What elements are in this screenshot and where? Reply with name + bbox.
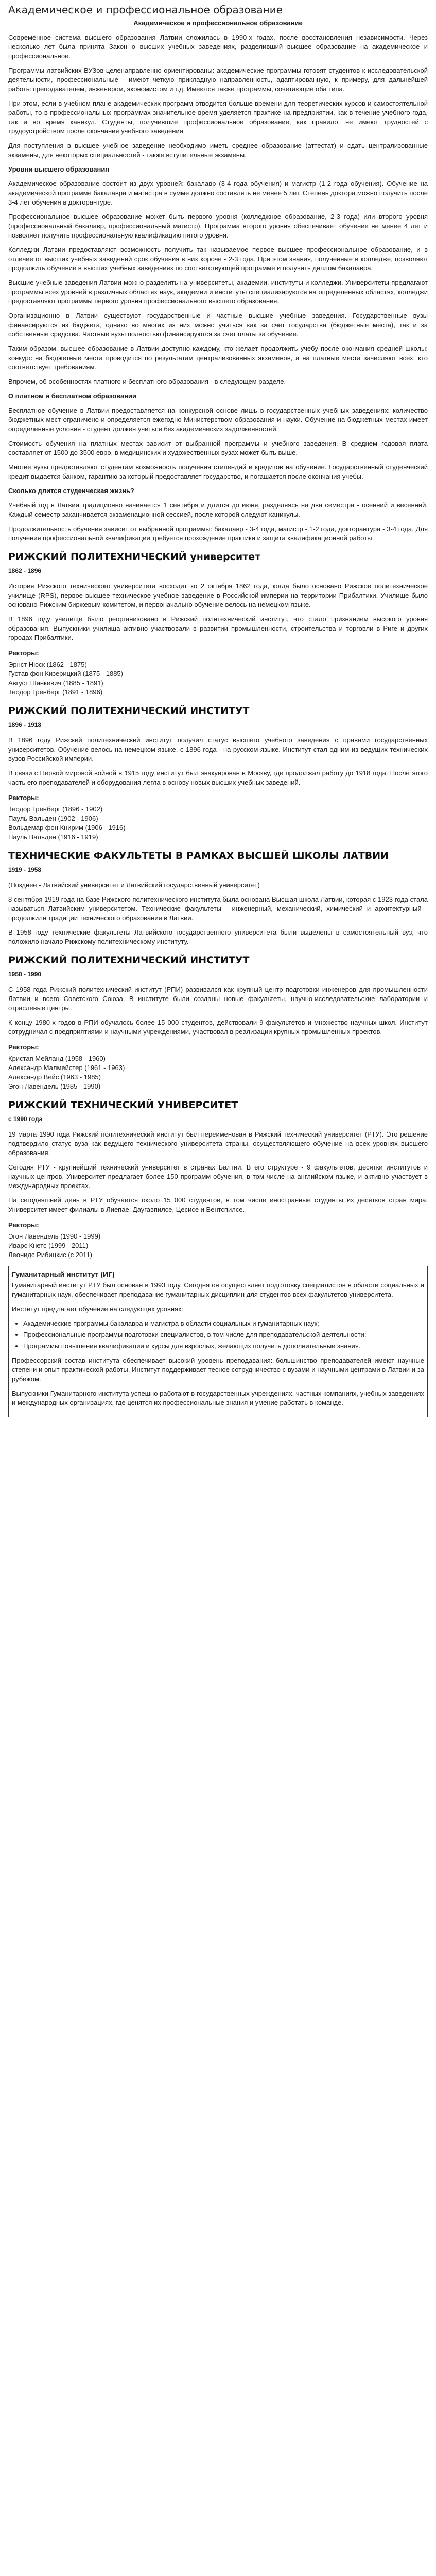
school-years: 1919 - 1958 [8, 866, 42, 873]
institute-list [23, 1319, 424, 1351]
school-heading: РИЖСКИЙ ПОЛИТЕХНИЧЕСКИЙ ИНСТИТУТ [8, 705, 250, 717]
school-paragraph: К концу 1980-х годов в РПИ обучалось более 15 000 студентов, действовали 9 факультетов и множество научных школ. Институт сотрудничал с предприятиями и научными учреждениями, участвовал в реализации крупных промышленных проектов. [8, 1019, 428, 1036]
rectors-list [8, 805, 428, 842]
institute-list-item: • Академические программы бакалавра и магистра в области социальных и гуманитарных наук; [23, 1319, 424, 1328]
page [8, 0, 428, 1417]
school-paragraph: С 1958 года Рижский политехнический институт (РПИ) развивался как крупный центр подготовки инженеров для промышленности Латвии и всего Советского Союза. В институте были созданы новые факультеты, научно-исследовательские лаборатории и отраслевые центры. [8, 986, 428, 1012]
rector-item: Пауль Вальден (1902 - 1906) [8, 815, 98, 822]
tuition-paragraph: Стоимость обучения на платных местах зависит от выбранной программы и учебного заведения. В среднем годовая плата составляет от 1500 до 3500 евро, в медицинских и художественных вузах может быть выше. [8, 439, 428, 456]
levels-heading: Уровни высшего образования [8, 165, 109, 173]
school-section [8, 955, 428, 1091]
rector-item: Август Шинкевич (1885 - 1891) [8, 679, 103, 687]
school-section [8, 1099, 428, 1260]
rector-item: Иварс Кнетс (1999 - 2011) [8, 1242, 89, 1249]
rector-item: Александр Вейс (1963 - 1985) [8, 1073, 101, 1081]
institute-paragraph: Институт предлагает обучение на следующих уровнях: [12, 1305, 184, 1313]
tuition-paragraph: Многие вузы предоставляют студентам возможность получения стипендий и кредитов на обучение. Государственный студенческий кредит выдается банком, гарантию за который предоставляет государство, и погашается после окончания учебы. [8, 463, 428, 480]
levels-section [8, 165, 428, 306]
levels-paragraph: Высшие учебные заведения Латвии можно разделить на университеты, академии, институты и колледжи. Университеты предлагают программы всех уровней в различных областях наук, академии и институты специализируются на определенных областях, колледжи предоставляют программы первого уровня профессионального высшего образования. [8, 279, 428, 305]
school-paragraph: 19 марта 1990 года Рижский политехнический институт был переименован в Рижский технический университет (РТУ). Это решение подтвердило статус вуза как ведущего технического университета страны, осуществляющего обучение на всех уровнях высшего образования. [8, 1130, 428, 1157]
rector-item: Кристап Мейланд (1958 - 1960) [8, 1055, 106, 1062]
rector-item: Эрнст Нюск (1862 - 1875) [8, 660, 87, 668]
tuition-paragraph: Бесплатное обучение в Латвии предоставляется на конкурсной основе лишь в государственных учебных заведениях: количество бюджетных мест ограничено и определяется ежегодно Министерством образования и науки. Обучение на бюджетных местах имеет определенные условия - студент должен учиться без академических задолженностей. [8, 406, 428, 433]
structure-paragraph: Организационно в Латвии существуют государственные и частные высшие учебные заведения. Государственные вузы финансируются из бюджета, однако во многих из них можно учиться как за счет государства (бюджетные места), так и за собственные средства. Частные вузы полностью финансируются за счет платы за обучение. [8, 312, 428, 338]
rector-item: Эгон Лавендель (1985 - 1990) [8, 1082, 101, 1090]
rectors-heading: Ректоры: [8, 649, 39, 657]
question-heading: Сколько длится студенческая жизнь? [8, 487, 134, 495]
page-title: Академическое и профессиональное образование [8, 4, 283, 16]
intro-paragraph: Программы латвийских ВУЗов целенаправленно ориентированы: академические программы готовят студентов к исследовательской деятельности, профессиональные - имеют четкую прикладную направленность, адаптированную, к примеру, для дальнейшей работы преподавателем, инженером, экономистом и т.д. Имеются также программы, сочетающие оба типа. [8, 66, 428, 93]
rector-item: Эгон Лавендель (1990 - 1999) [8, 1232, 101, 1240]
school-years: 1958 - 1990 [8, 971, 42, 978]
rector-item: Леонидс Рибицкис (с 2011) [8, 1251, 93, 1259]
rector-item: Теодор Грёнберг (1896 - 1902) [8, 805, 103, 813]
institute-paragraph: Профессорский состав института обеспечивает высокий уровень преподавания: большинство преподавателей имеют научные степени и опыт практической работы. Институт поддерживает тесное сотрудничество с вузами и научными центрами в Латвии и за рубежом. [12, 1357, 424, 1383]
school-paragraph: В 1896 году училище было реорганизовано в Рижский политехнический институт, что стало признанием высокого уровня образования. Выпускники училища активно участвовали в развитии промышленности, строительства и торговли в Риге и других городах Прибалтики. [8, 615, 428, 641]
institute-paragraph: Гуманитарный институт РТУ был основан в 1993 году. Сегодня он осуществляет подготовку специалистов в области социальных и гуманитарных наук, обеспечивает преподавание гуманитарных дисциплин для студентов всех факультетов университета. [12, 1281, 424, 1298]
school-section [8, 551, 428, 697]
rectors-list [8, 1054, 428, 1091]
levels-paragraph: Академическое образование состоит из двух уровней: бакалавр (3-4 года обучения) и магистр (1-2 года обучения). Обучение на академической программе бакалавра и магистра в сумме должно составлять не менее 5 лет. Степень доктора можно получить после 3-4 лет обучения в докторантуре. [8, 180, 428, 206]
structure-paragraph: Таким образом, высшее образование в Латвии доступно каждому, кто желает продолжить учебу после окончания средней школы: конкурс на бюджетные места проводится по результатам централизованных экзаменов, а на платные места зачисляют всех, кто соответствует требованиям. [8, 345, 428, 371]
rectors-heading: Ректоры: [8, 1043, 39, 1051]
rectors-heading: Ректоры: [8, 794, 39, 802]
institute-heading: Гуманитарный институт (ИГ) [12, 1270, 115, 1278]
school-paragraph: История Рижского технического университета восходит ко 2 октября 1862 года, когда было основано Рижское политехническое училище (RPS), первое высшее техническое учебное заведение в Российской империи на территории Прибалтики. Училище было основано Рижским биржевым комитетом, и первоначально обучение велось на немецком языке. [8, 582, 428, 608]
question-paragraph: Продолжительность обучения зависит от выбранной программы: бакалавр - 3-4 года, магистр - 1-2 года, докторантура - 3-4 года. Для получения профессиональной квалификации требуется прохождение практики и защита квалификационной работы. [8, 525, 428, 542]
page-subtitle: Академическое и профессиональное образование [133, 19, 303, 27]
school-heading: РИЖСКИЙ ПОЛИТЕХНИЧЕСКИЙ ИНСТИТУТ [8, 955, 250, 966]
intro-section [8, 33, 428, 160]
institute-list-item: • Программы повышения квалификации и курсы для взрослых, желающих получить дополнительные знания. [23, 1342, 424, 1351]
school-heading: ТЕХНИЧЕСКИЕ ФАКУЛЬТЕТЫ В РАМКАХ ВЫСШЕЙ ШКОЛЫ ЛАТВИИ [8, 850, 389, 861]
school-paragraph: В связи с Первой мировой войной в 1915 году институт был эвакуирован в Москву, где продолжал работу до 1918 года. После этого часть его преподавателей и оборудования легла в основу новых высших учебных заведений. [8, 769, 428, 786]
intro-paragraph: Для поступления в высшее учебное заведение необходимо иметь среднее образование (аттестат) и сдать централизованные экзамены, для некоторых специальностей - также вступительные экзамены. [8, 142, 428, 159]
rectors-list [8, 1232, 428, 1260]
school-heading: РИЖСКИЙ ТЕХНИЧЕСКИЙ УНИВЕРСИТЕТ [8, 1099, 238, 1111]
rectors-list [8, 660, 428, 697]
levels-paragraph: Профессиональное высшее образование может быть первого уровня (колледжное образование, 2-3 года) или второго уровня (профессиональный бакалавр, профессиональный магистр). Программа второго уровня обеспечивает обучение не менее 4 лет и позволяет получить профессиональную квалификацию пятого уровня. [8, 213, 428, 239]
institute-box [8, 1266, 428, 1417]
rector-item: Густав фон Кизерицкий (1875 - 1885) [8, 670, 123, 677]
school-section [8, 705, 428, 842]
tuition-heading: О платном и бесплатном образовании [8, 392, 137, 400]
school-years: 1862 - 1896 [8, 567, 42, 574]
school-years: 1896 - 1918 [8, 721, 42, 728]
school-years: с 1990 года [8, 1115, 43, 1123]
rector-item: Александр Малмейстер (1961 - 1963) [8, 1064, 125, 1072]
rector-item: Вольдемар фон Книрим (1906 - 1916) [8, 824, 126, 832]
school-paragraph: На сегодняшний день в РТУ обучается около 15 000 студентов, в том числе иностранные студенты из десятков стран мира. Университет имеет филиалы в Лиепае, Даугавпилсе, Цесисе и Вентспилсе. [8, 1196, 428, 1213]
institute-list-item: • Профессиональные программы подготовки специалистов, в том числе для преподавательской деятельности; [23, 1330, 424, 1340]
school-paragraph: В 1896 году Рижский политехнический институт получил статус высшего учебного заведения с правами государственных университетов. Обучение велось на немецком языке, с 1896 года - на русском языке. Институт стал одним из ведущих технических вузов Российской империи. [8, 736, 428, 762]
structure-section [8, 311, 428, 543]
school-section [8, 850, 428, 946]
school-paragraph: Сегодня РТУ - крупнейший технический университет в странах Балтии. В его структуре - 9 факультетов, десятки институтов и научных центров. Университет предлагает более 150 программ обучения, в том числе на английском языке, и активно участвует в международных проектах. [8, 1163, 428, 1190]
institute-paragraph: Выпускники Гуманитарного института успешно работают в государственных учреждениях, частных компаниях, учебных заведениях и международных организациях, где ценятся их профессиональные знания и умение работать в команде. [12, 1389, 424, 1406]
levels-paragraph: Колледжи Латвии предоставляют возможность получить так называемое первое высшее профессиональное образование, и в отличие от высших учебных заведений срок обучения в них короче - 2-3 года. При этом знания, полученные в колледже, позволяют продолжить обучение в высших учебных заведениях по соответствующей программе и получить диплом бакалавра. [8, 246, 428, 272]
question-paragraph: Учебный год в Латвии традиционно начинается 1 сентября и длится до июня, разделяясь на два семестра - осенний и весенний. Каждый семестр заканчивается экзаменационной сессией, после которой следуют каникулы. [8, 501, 428, 518]
rector-item: Теодор Грёнберг (1891 - 1896) [8, 688, 103, 696]
school-heading: РИЖСКИЙ ПОЛИТЕХНИЧЕСКИЙ университет [8, 551, 261, 563]
structure-note: Впрочем, об особенностях платного и бесплатного образования - в следующем разделе. [8, 378, 286, 385]
rector-item: Пауль Вальден (1916 - 1919) [8, 833, 98, 841]
rectors-heading: Ректоры: [8, 1221, 39, 1229]
school-paragraph: 8 сентября 1919 года на базе Рижского политехнического института была основана Высшая школа Латвии, которая с 1923 года стала называться Латвийским университетом. Технические факультеты - инженерный, механический, химический и архитектурный - продолжили традиции технического образования в Латвии. [8, 895, 428, 922]
intro-paragraph: Современное система высшего образования Латвии сложилась в 1990-х годах, после восстановления независимости. Через несколько лет была принята Закон о высших учебных заведениях, разделивший высшее образование на академическое и профессиональное. [8, 33, 428, 60]
school-lead: (Позднее - Латвийский университет и Латвийский государственный университет) [8, 881, 260, 889]
school-paragraph: В 1958 году технические факультеты Латвийского государственного университета были выделены в самостоятельный вуз, что положило начало Рижскому политехническому институту. [8, 928, 428, 945]
intro-paragraph: При этом, если в учебном плане академических программ отводится больше времени для теоретических курсов и самостоятельной работы, то в профессиональных программах значительное время уделяется практике на предприятии, как в течение учебного года, так и во время каникул. Студенты, получившие профессиональное образование, как правило, не имеют трудностей с трудоустройством после окончания учебного заведения. [8, 99, 428, 135]
